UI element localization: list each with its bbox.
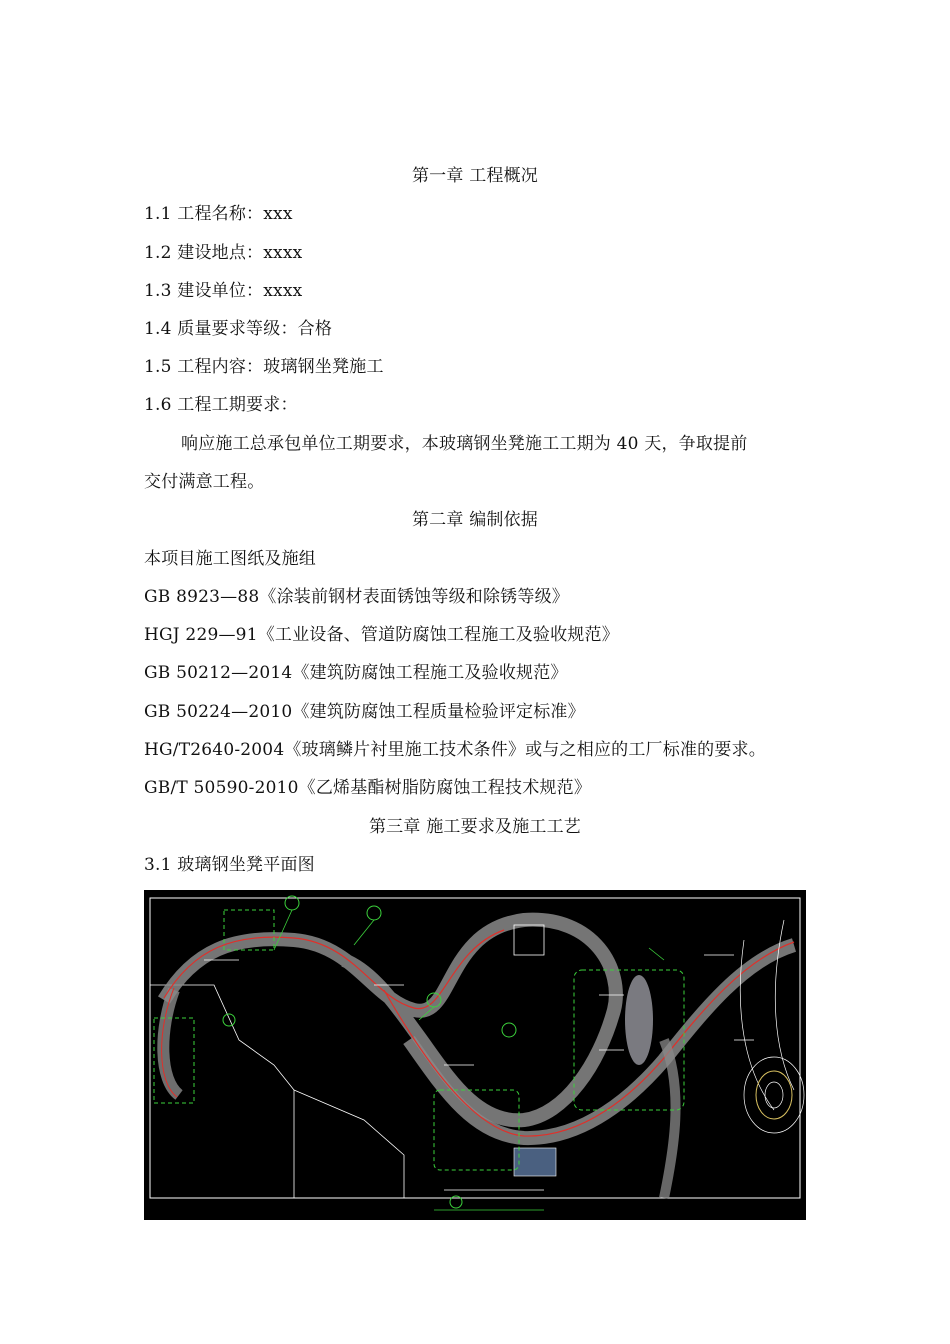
- basis-item-7: GB/T 50590-2010《乙烯基酯树脂防腐蚀工程技术规范》: [144, 778, 592, 798]
- chapter-2-title: 第二章 编制依据: [411, 510, 538, 530]
- basis-item-5: GB 50224—2010《建筑防腐蚀工程质量检验评定标准》: [144, 702, 585, 722]
- schedule-paragraph-line-2: 交付满意工程。: [144, 472, 265, 492]
- item-1-2: 1.2 建设地点：xxxx: [144, 243, 303, 263]
- item-1-4: 1.4 质量要求等级：合格: [144, 319, 333, 339]
- bench-plan-drawing: [144, 890, 806, 1220]
- item-1-5: 1.5 工程内容：玻璃钢坐凳施工: [144, 357, 384, 377]
- chapter-3-title: 第三章 施工要求及施工工艺: [368, 817, 581, 837]
- basis-item-1: 本项目施工图纸及施组: [144, 549, 316, 569]
- chapter-1-title: 第一章 工程概况: [411, 166, 538, 186]
- basis-item-3: HGJ 229—91《工业设备、管道防腐蚀工程施工及验收规范》: [144, 625, 619, 645]
- item-1-6: 1.6 工程工期要求：: [144, 395, 298, 415]
- item-3-1: 3.1 玻璃钢坐凳平面图: [144, 855, 315, 875]
- cad-plan-svg: [144, 890, 806, 1220]
- schedule-paragraph-line-1: 响应施工总承包单位工期要求，本玻璃钢坐凳施工工期为 40 天，争取提前: [181, 434, 748, 454]
- basis-item-6: HG/T2640-2004《玻璃鳞片衬里施工技术条件》或与之相应的工厂标准的要求。: [144, 740, 766, 760]
- item-1-1: 1.1 工程名称：xxx: [144, 204, 293, 224]
- basis-item-2: GB 8923—88《涂装前钢材表面锈蚀等级和除锈等级》: [144, 587, 569, 607]
- basis-item-4: GB 50212—2014《建筑防腐蚀工程施工及验收规范》: [144, 663, 568, 683]
- item-1-3: 1.3 建设单位：xxxx: [144, 281, 303, 301]
